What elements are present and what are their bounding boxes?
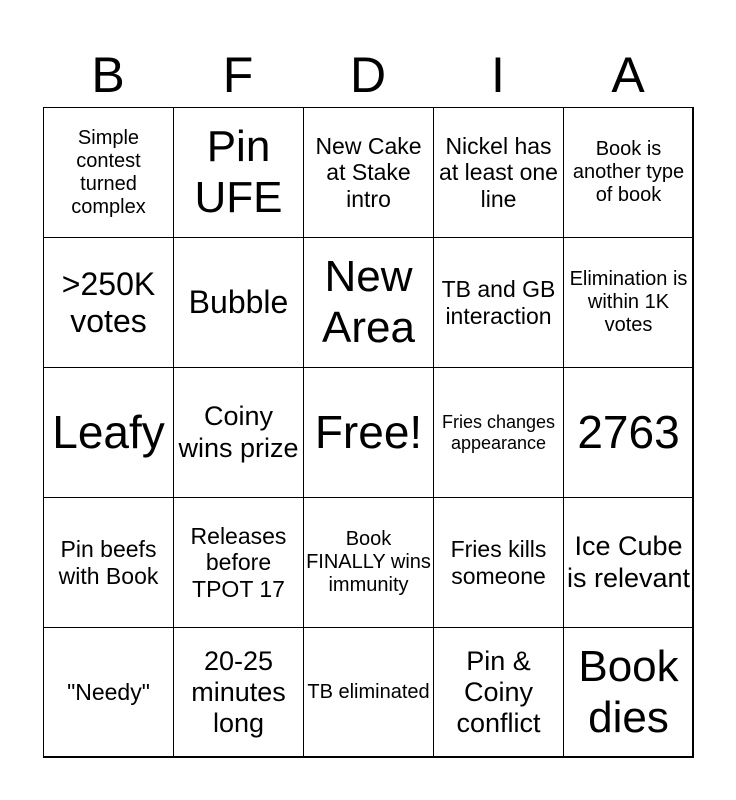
bingo-cell[interactable]: New Area: [303, 237, 434, 368]
bingo-cell[interactable]: Releases before TPOT 17: [173, 497, 304, 628]
bingo-cell[interactable]: New Cake at Stake intro: [303, 107, 434, 238]
bingo-cell[interactable]: TB and GB interaction: [433, 237, 564, 368]
bingo-cell[interactable]: Simple contest turned complex: [43, 107, 174, 238]
bingo-cell[interactable]: Pin beefs with Book: [43, 497, 174, 628]
header-letter-d: D: [349, 47, 387, 103]
header-letter-i: I: [491, 47, 505, 103]
bingo-cell[interactable]: Pin & Coiny conflict: [433, 627, 564, 758]
header-letter-f: F: [222, 47, 254, 103]
header-letter-a: A: [611, 47, 645, 103]
bingo-cell[interactable]: Book FINALLY wins immunity: [303, 497, 434, 628]
bingo-cell[interactable]: Fries kills someone: [433, 497, 564, 628]
bingo-cell[interactable]: TB eliminated: [303, 627, 434, 758]
bingo-cell[interactable]: >250K votes: [43, 237, 174, 368]
bingo-cell[interactable]: Fries changes appearance: [433, 367, 564, 498]
bingo-cell[interactable]: Nickel has at least one line: [433, 107, 564, 238]
bingo-cell[interactable]: Pin UFE: [173, 107, 304, 238]
bingo-cell[interactable]: "Needy": [43, 627, 174, 758]
bingo-cell[interactable]: 2763: [563, 367, 694, 498]
bingo-cell[interactable]: Coiny wins prize: [173, 367, 304, 498]
bingo-cell[interactable]: Ice Cube is relevant: [563, 497, 694, 628]
header-letter-b: B: [91, 47, 125, 103]
bingo-cell free-space[interactable]: Free!: [303, 367, 434, 498]
bingo-cell[interactable]: Leafy: [43, 367, 174, 498]
bingo-cell[interactable]: 20-25 minutes long: [173, 627, 304, 758]
bingo-cell[interactable]: Book is another type of book: [563, 107, 694, 238]
bingo-cell[interactable]: Bubble: [173, 237, 304, 368]
bingo-cell[interactable]: Book dies: [563, 627, 694, 758]
bingo-cell[interactable]: Elimination is within 1K votes: [563, 237, 694, 368]
bingo-header: [43, 44, 693, 106]
bingo-board: [43, 107, 693, 757]
